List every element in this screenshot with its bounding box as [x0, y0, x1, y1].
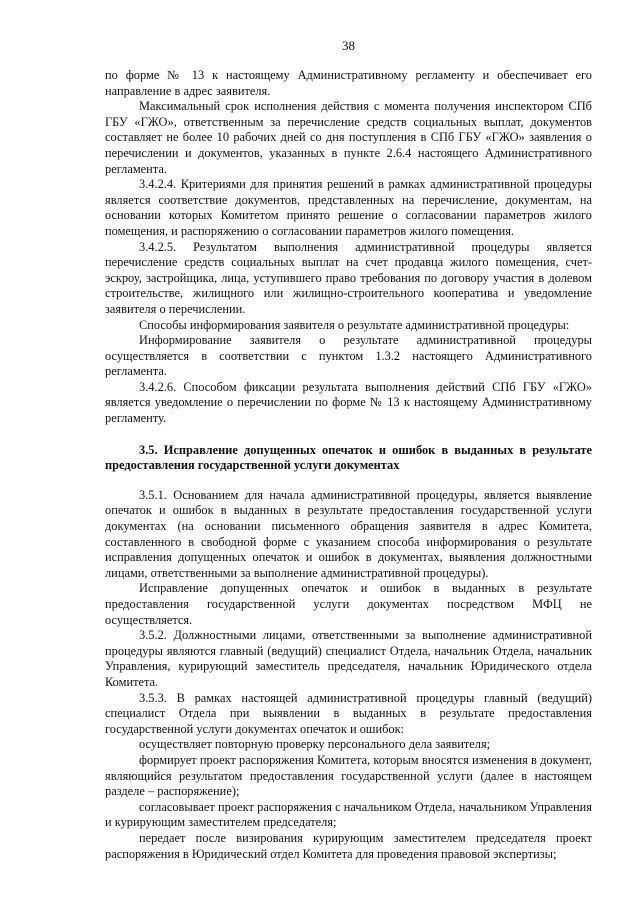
section-heading: 3.5. Исправление допущенных опечаток и ошибок в выданных в результате предоставления государственной услуги документах [105, 442, 592, 473]
paragraph: согласовывает проект распоряжения с начальником Отдела, начальником Управления и курирующим заместителем председателя; [105, 799, 592, 830]
paragraph: формирует проект распоряжения Комитета, которым вносятся изменения в документ, являющийся результатом предоставления государственной услуги (далее в настоящем разделе – распоряжение); [105, 752, 592, 799]
page-number: 38 [342, 38, 355, 53]
paragraph: 3.5.1. Основанием для начала административной процедуры, является выявление опечаток и ошибок в выданных в результате предоставления государственной услуги документах (на основании письменного обращения заявителя в адрес Комитета, составленного в свободной форме с указанием способа информирования о результате исправления допущенных опечаток и ошибок в документах, выявления должностными лицами, ответственными за выполнение административной процедуры). [105, 487, 592, 580]
paragraph: осуществляет повторную проверку персонального дела заявителя; [139, 737, 491, 752]
paragraph: 3.5.2. Должностными лицами, ответственными за выполнение административной процедуры являются главный (ведущий) специалист Отдела, начальник Отдела, начальник Управления, курирующий заместитель председателя, начальник Юридического отдела Комитета. [105, 628, 592, 689]
paragraph: 3.4.2.5. Результатом выполнения административной процедуры является перечисление средств социальных выплат на счет продавца жилого помещения, счет-эскроу, застройщика, лица, уступившего право требования по договору участия в долевом строительстве, жилищного или жилищно-строительного кооператива и уведомление заявителя о перечислении. [105, 239, 592, 316]
paragraph: Исправление допущенных опечаток и ошибок в выданных в результате предоставления государственной услуги документах посредством МФЦ не осуществляется. [105, 581, 592, 627]
paragraph: 3.4.2.6. Способом фиксации результата выполнения действий СПб ГБУ «ГЖО» является уведомление о перечислении по форме № 13 к настоящему Административному регламенту. [105, 379, 592, 426]
document-body [105, 68, 592, 862]
paragraph: 3.5.3. В рамках настоящей административной процедуры главный (ведущий) специалист Отдела при выявлении в выданных в результате предоставления государственной услуги документах опечаток и ошибок: [105, 690, 592, 736]
paragraph: передает после визирования курирующим заместителем председателя проект распоряжения в Юридический отдел Комитета для проведения правовой экспертизы; [105, 830, 592, 861]
paragraph: Максимальный срок исполнения действия с момента получения инспектором СПб ГБУ «ГЖО», ответственным за перечисление средств социальных выплат, документов составляет не более 10 рабочих дней со дня поступления в СПб ГБУ «ГЖО» заявления о перечислении и документов, указанных в пункте 2.6.4 настоящего Административного регламента. [105, 99, 592, 176]
paragraph: по форме № 13 к настоящему Административному регламенту и обеспечивает его направление в адрес заявителя. [105, 68, 592, 98]
paragraph: Способы информирования заявителя о результате административной процедуры: [139, 317, 570, 332]
paragraph: Информирование заявителя о результате административной процедуры осуществляется в соответствии с пунктом 1.3.2 настоящего Административного регламента. [105, 333, 592, 379]
paragraph: 3.4.2.4. Критериями для принятия решений в рамках административной процедуры является соответствие документов, представленных на перечисление, документам, на основании которых Комитетом принято решение о согласовании параметров жилого помещения, и распоряжению о согласовании параметров жилого помещения. [105, 177, 592, 238]
